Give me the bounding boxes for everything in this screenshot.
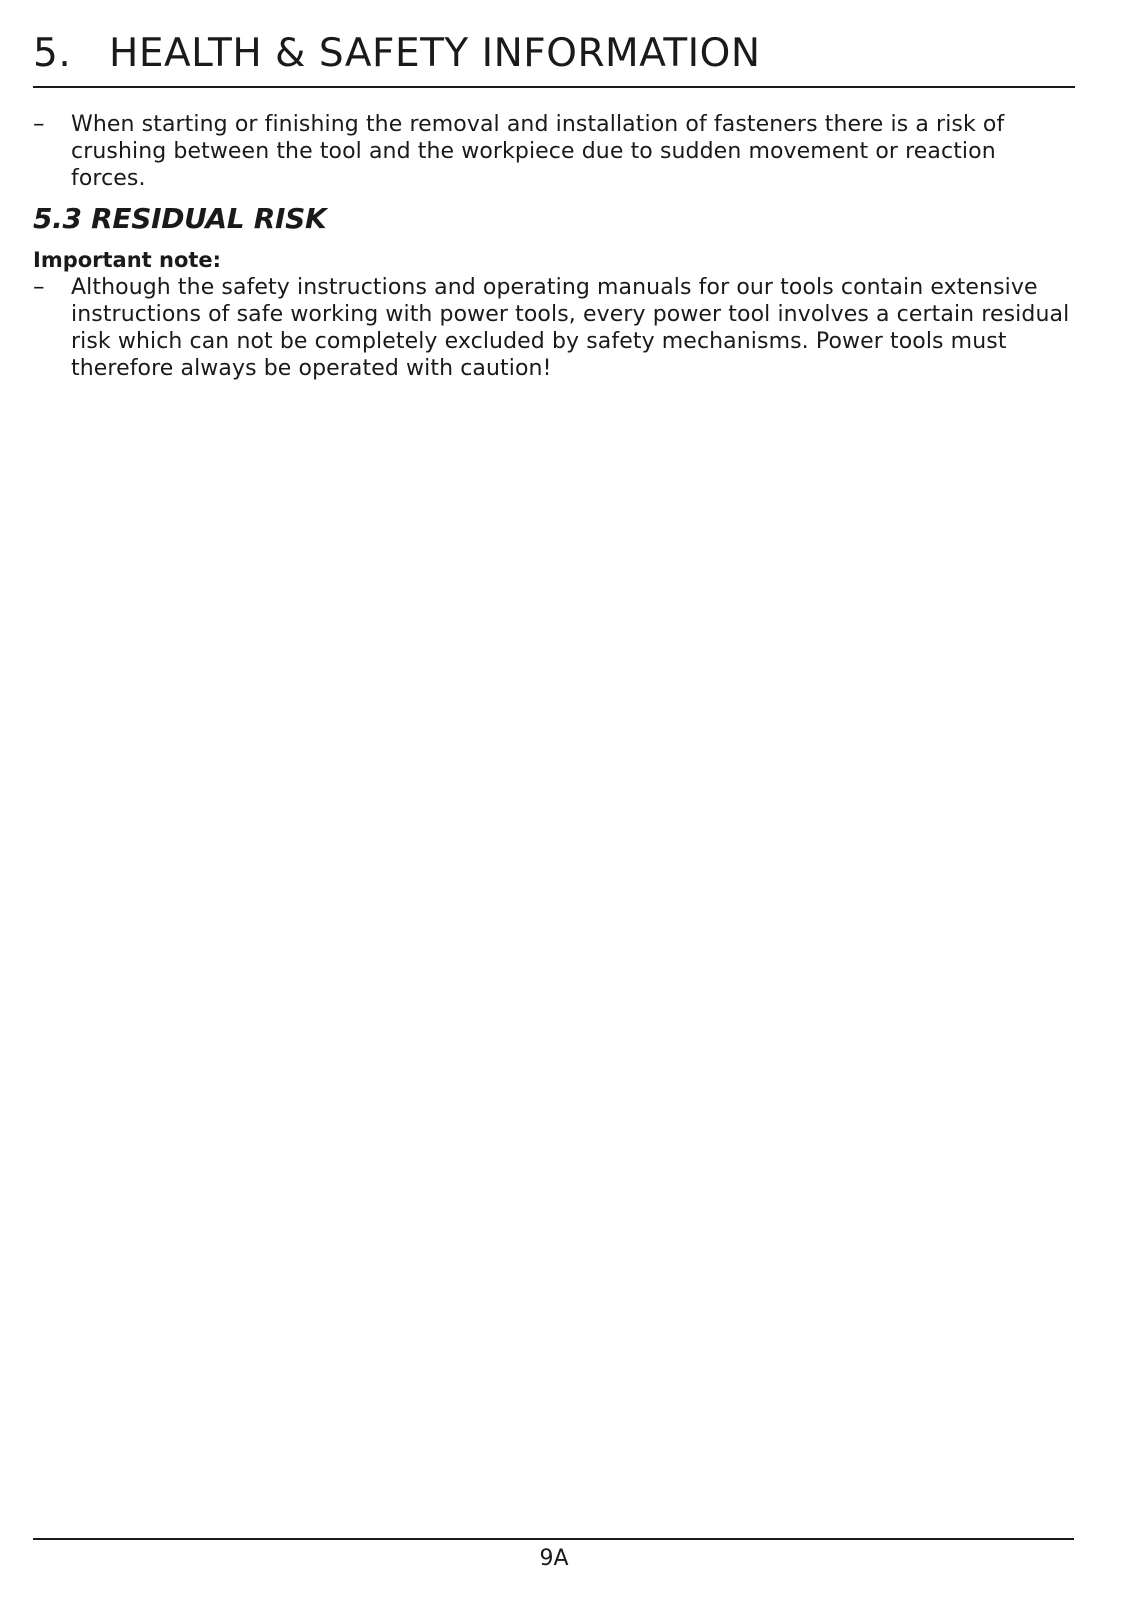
footer-divider: [33, 1538, 1074, 1540]
page-number: 9A: [539, 1546, 569, 1571]
page-header: [33, 30, 1075, 88]
section-heading: 5.3 RESIDUAL RISK: [33, 202, 327, 235]
bullet-text: Although the safety instructions and operating manuals for our tools contain extensive instructions of safe working with power tools, every power tool involves a certain residual risk which can not be completely excluded by safety mechanisms. Power tools must therefore always be operated with caution!: [71, 275, 1070, 381]
section-number: 5.: [33, 31, 72, 76]
note-label: Important note:: [33, 248, 222, 272]
list-item: [33, 111, 1073, 192]
bullet-text: When starting or finishing the removal and installation of fasteners there is a risk of crushing between the tool and the workpiece due to sudden movement or reaction forces.: [71, 112, 1005, 191]
list-item: [33, 274, 1073, 382]
bullet-dash: –: [33, 111, 45, 137]
bullet-dash: –: [33, 274, 45, 300]
page-title: HEALTH & SAFETY INFORMATION: [109, 31, 761, 76]
